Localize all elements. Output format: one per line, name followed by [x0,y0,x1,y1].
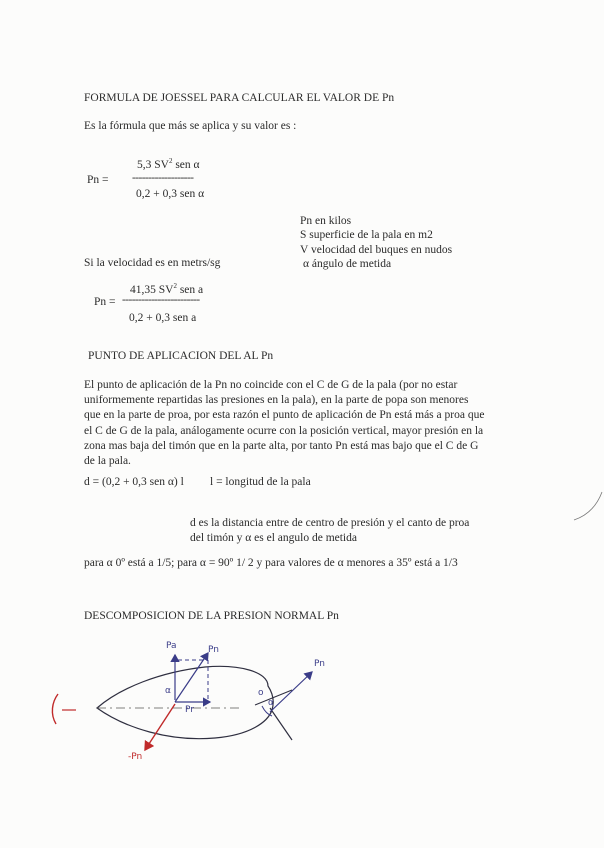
definition-line: del timón y α es el angulo de metida [190,531,357,544]
formula-1-rule: ------------------- [132,172,194,184]
label-pn-right: Pn [314,659,325,669]
label-alpha: α [165,686,171,696]
formula-2-numerator: 41,35 $SV^2$ sen a [130,282,204,296]
label-alpha-right: α [268,698,274,708]
intro-text: Es la fórmula que más se aplica y su valor es : [84,120,297,132]
legend-item: S superficie de la pala en m2 [300,229,433,242]
section-heading: PUNTO DE APLICACION DEL AL Pn [88,350,274,362]
pn-right-arrow [270,672,312,712]
formula-1-numerator: 5,3 $SV^2$ sen α [137,157,200,171]
margin-mark [564,480,604,530]
red-bracket [52,694,58,724]
paragraph-line: el C de G de la pala, análogamente ocurre con la posición vertical, mayor presión en la [84,424,484,437]
definition-line: d es la distancia entre de centro de presión y el canto de proa [190,517,470,529]
label-neg-pn: -Pn [128,752,143,762]
formula-2-rule: ------------------------ [122,294,200,306]
formula-2-denominator: 0,2 + 0,3 sen a [129,312,197,324]
label-o: o [258,688,264,698]
neg-pn-arrow [145,704,175,750]
paragraph-line: de la pala. [84,455,131,468]
formula-1-denominator: 0,2 + 0,3 sen α [136,188,205,200]
legend-item: V velocidad del buques en nudos [300,243,453,256]
formula-2-lhs: Pn = [94,296,116,308]
paragraph-line: zona mas baja del timón que en la parte alta, por tanto Pn está mas bajo que el C de G [84,439,479,452]
angle-values-line: para α 0º está a 1/5; para α = 90º 1/ 2 y para valores de α menores a 35º está a 1/3 [84,557,458,569]
page-title: FORMULA DE JOESSEL PARA CALCULAR EL VALOR DE Pn [84,92,395,104]
d-formula: d = (0,2 + 0,3 sen α) l [84,476,184,488]
paragraph-line: El punto de aplicación de la Pn no coincide con el C de G de la pala (por no estar [84,379,458,391]
label-pa: Pa [166,641,177,651]
label-pr: Pr [185,705,194,715]
legend-item: Pn en kilos [300,215,352,227]
label-pn-top: Pn [208,645,219,655]
formula-1-lhs: Pn = [87,174,109,186]
l-definition: l = longitud de la pala [210,476,311,488]
section-heading: DESCOMPOSICION DE LA PRESION NORMAL Pn [84,610,339,622]
flow-line [270,708,292,740]
velocity-note: Si la velocidad es en metrs/sg [84,257,221,269]
paragraph-line: uniformemente repartidas las presiones en la pala), en la parte de popa son menores [84,394,469,407]
legend-item: α ángulo de metida [303,257,392,270]
paragraph-line: que en la parte de proa, por esta razón el punto de aplicación de Pn está más a proa que [84,409,485,422]
